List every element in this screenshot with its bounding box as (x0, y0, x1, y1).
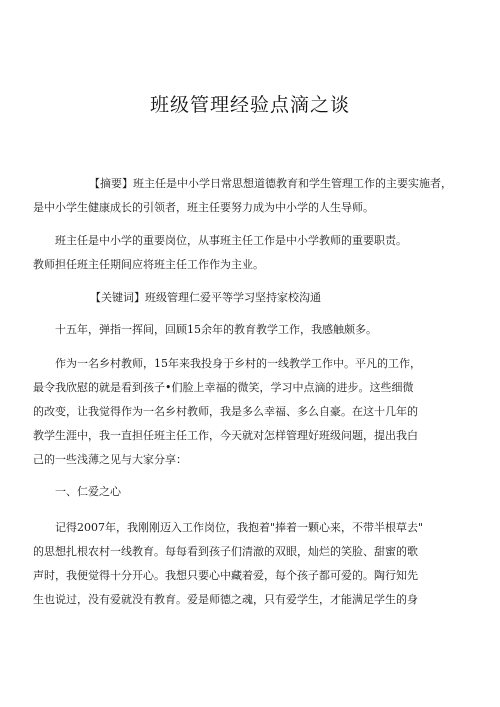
abstract-paragraph (33, 172, 473, 220)
keywords-line: 【关键词】班级管理仁爱平等学习坚持家校沟通 (90, 291, 321, 304)
paragraph-line: 记得2007年，我刚刚迈入工作岗位，我抱着"捧着一颗心来，不带半根草去" (55, 521, 424, 534)
paragraph-line: 生也说过，没有爱就没有教育。爱是师德之魂，只有爱学生，才能满足学生的身 (33, 593, 418, 606)
intro-line: 教师担任班主任期间应将班主任工作作为主业。 (33, 258, 264, 271)
paragraph-line: 声时，我便觉得十分开心。我想只要心中藏着爱，每个孩子都可爱的。陶行知先 (33, 569, 418, 582)
section-heading (33, 480, 473, 504)
paragraph-line: 的思想扎根农村一线教育。每每看到孩子们清澈的双眼，灿烂的笑脸、甜蜜的歌 (33, 545, 418, 558)
heading-line: 一、仁爱之心 (55, 485, 121, 498)
paragraph-line: 作为一名乡村教师，15年来我投身于乡村的一线教学工作中。平凡的工作， (55, 357, 421, 370)
intro-paragraph (33, 229, 473, 277)
paragraph-1 (33, 318, 473, 342)
paragraph-line: 十五年，弹指一挥间，回顾15余年的教育教学工作，我感触颇多。 (55, 323, 377, 336)
paragraph-line: 最令我欣慰的就是看到孩子•们脸上幸福的微笑，学习中点滴的进步。这些细微 (33, 381, 414, 394)
keywords-paragraph (33, 286, 473, 310)
intro-line: 班主任是中小学的重要岗位，从事班主任工作是中小学教师的重要职责。 (55, 234, 407, 247)
abstract-line: 是中小学生健康成长的引领者，班主任要努力成为中小学的人生导师。 (33, 201, 374, 214)
paragraph-2 (33, 352, 473, 472)
paragraph-line: 的改变，让我觉得作为一名乡村教师，我是多么幸福、多么自豪。在这十几年的 (33, 405, 418, 418)
paragraph-line: 教学生涯中，我一直担任班主任工作，今天就对怎样管理好班级问题，提出我白 (33, 429, 418, 442)
paragraph-3 (33, 516, 473, 612)
document-title: 班级管理经验点滴之谈 (149, 94, 350, 116)
paragraph-line: 己的一些浅薄之见与大家分享： (33, 453, 187, 466)
abstract-line: 【摘要】班主任是中小学日常思想道德教育和学生管理工作的主要实施者， (89, 177, 452, 190)
